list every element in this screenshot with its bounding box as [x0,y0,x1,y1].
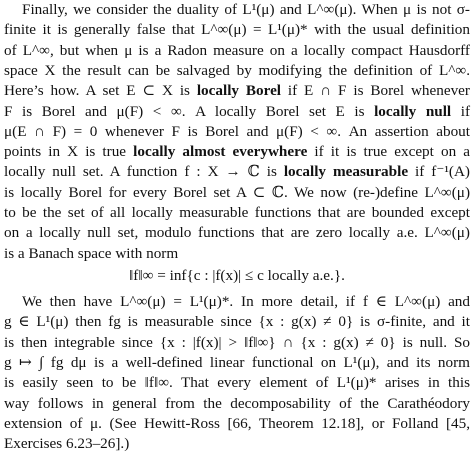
text-run: Here’s how. A set E ⊂ X is [4,82,197,100]
text-line [4,353,470,373]
text-run: Exercises 6.23–26].) [4,435,130,453]
text-run: is easily seen to be ‖f‖∞. That every element of L¹(μ)* arises in this [4,374,470,392]
text-run: extension of μ. (See Hewitt-Ross [66, Theorem 12.18], or Folland [45, [4,414,470,432]
text-line [4,0,470,20]
text-run: is then integrable since {x : |f(x)| > ‖f‖∞} ∩ {x : g(x) ≠ 0} is null. So [4,333,470,351]
text-line [4,183,470,203]
text-run: g ∈ L¹(μ) then fg is measurable since {x : g(x) ≠ 0} is σ-finite, and it [4,313,470,331]
text-line [4,312,470,332]
bold-term: locally Borel [196,82,282,100]
text-run: μ(E ∩ F) = 0 whenever F is Borel and μ(F) < ∞. An assertion about [4,122,470,140]
text-run: is locally Borel for every Borel set A ⊂ ℂ. We now (re-)define L^∞(μ) [4,183,470,201]
text-run: space X the result can be salvaged by modifying the definition of L^∞. [4,61,470,79]
text-line [4,223,470,243]
text-run: of L^∞, but when μ is a Radon measure on a locally compact Hausdorff [4,41,470,59]
text-line [4,292,470,312]
bold-term: locally null [374,102,452,120]
text-run: F is Borel and μ(F) < ∞. A locally Borel set E is [4,102,375,120]
text-run: if [451,102,471,120]
bold-term: locally measurable [283,163,409,181]
text-line [4,434,129,454]
bold-term: locally almost everywhere [133,143,308,161]
text-run: way follows in general from the decomposability of the Carathéodory [4,394,470,412]
text-run: Finally, we consider the duality of L¹(μ) and L^∞(μ). When μ is not σ- [22,1,470,18]
text-line [4,162,470,182]
text-run: if it is true except on a [307,143,470,161]
text-run: if E ∩ F is Borel whenever [281,82,470,100]
text-line [4,142,470,162]
text-line [4,414,470,434]
text-line [4,203,470,223]
text-line [4,20,470,40]
display-equation-norm: ‖f‖∞ = inf{c : |f(x)| ≤ c locally a.e.}. [129,267,345,284]
text-run: finite it is generally false that L^∞(μ) = L¹(μ)* with the usual definition [4,21,470,39]
text-line [4,102,470,122]
text-run: is a Banach space with norm [4,244,179,262]
text-line [4,122,470,142]
text-line [4,41,470,61]
text-line [4,244,178,264]
text-line [4,61,470,81]
text-line [4,394,470,414]
text-line [4,81,470,101]
text-run: if f⁻¹(A) [408,163,470,181]
text-run: on a locally null set, modulo functions that are zero locally a.e. L^∞(μ) [4,224,470,242]
text-run: points in X is true [4,143,134,161]
text-run: to be the set of all locally measurable functions that are bounded except [4,204,470,221]
text-run: We then have L^∞(μ) = L¹(μ)*. In more detail, if f ∈ L^∞(μ) and [22,293,470,310]
text-run: g ↦ ∫ fg dμ is a well-defined linear functional on L¹(μ), and its norm [4,353,470,371]
text-line [4,373,470,393]
text-run: locally null set. A function f : X → ℂ is [4,163,284,181]
text-line [4,333,470,353]
